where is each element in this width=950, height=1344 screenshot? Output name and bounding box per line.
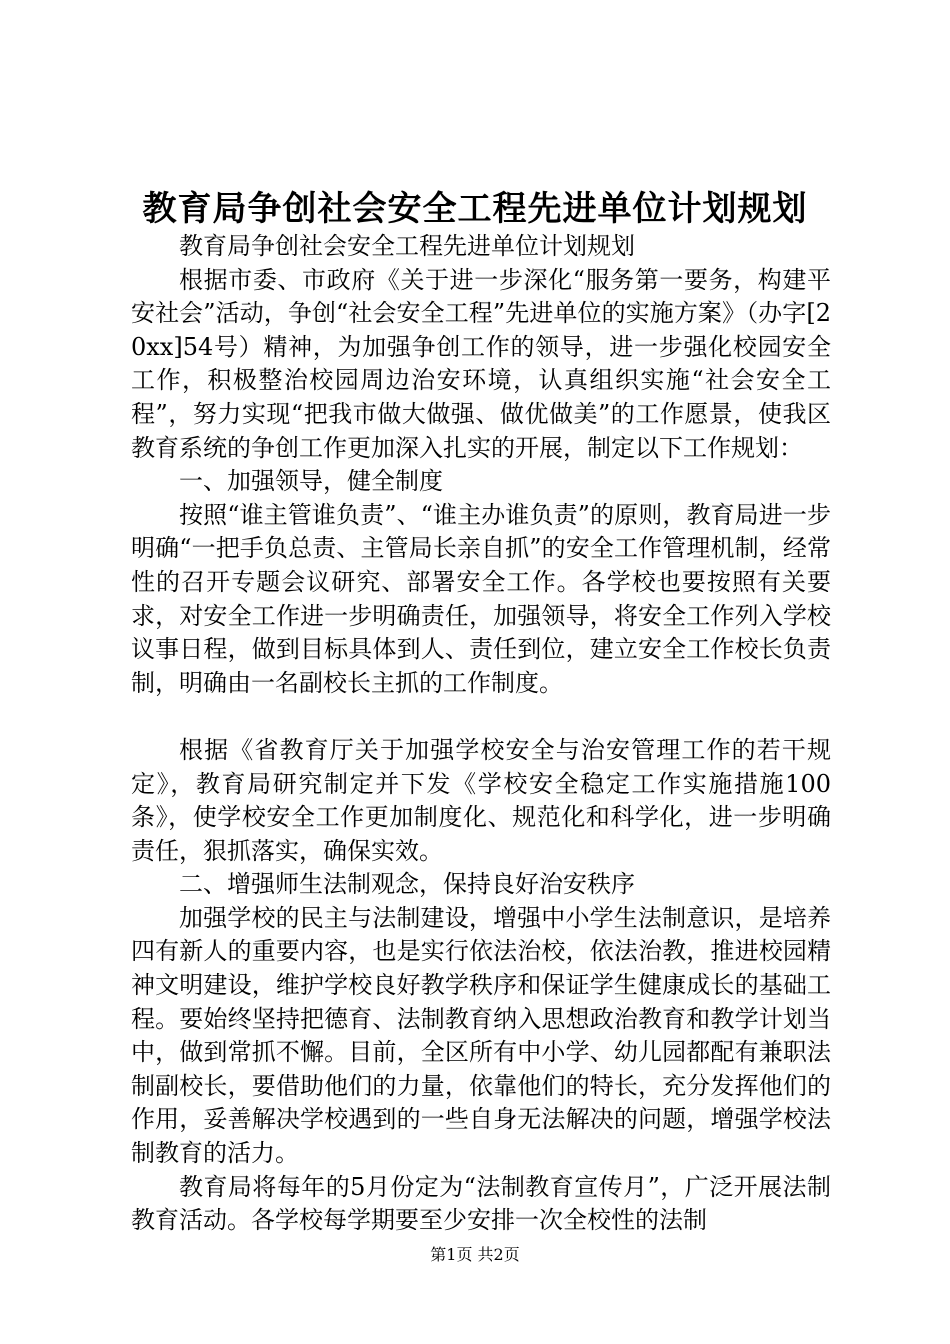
paragraph-section-2-b: 教育局将每年的5月份定为“法制教育宣传月”，广泛开展法制教育活动。各学校每学期要至少安排一次全校性的法制 <box>131 1172 831 1235</box>
section-heading-2: 二、增强师生法制观念，保持良好治安秩序 <box>179 870 635 899</box>
paragraph-intro: 根据市委、市政府《关于进一步深化“服务第一要务，构建平安社会”活动，争创“社会安全工程”先进单位的实施方案》（办字[20xx]54号）精神，为加强争创工作的领导，进一步强化校园安全工作，积极整治校园周边治安环境，认真组织实施“社会安全工程”，努力实现“把我市做大做强、做优做美”的工作愿景，使我区教育系统的争创工作更加深入扎实的开展，制定以下工作规划： <box>131 265 831 462</box>
document-title: 教育局争创社会安全工程先进单位计划规划 <box>142 189 808 229</box>
document-body <box>131 230 831 1238</box>
paragraph-section-1-b: 根据《省教育厅关于加强学校安全与治安管理工作的若干规定》，教育局研究制定并下发《学校安全稳定工作实施措施100条》，使学校安全工作更加制度化、规范化和科学化，进一步明确责任，狠抓落实，确保实效。 <box>131 735 831 865</box>
paragraph-spacer <box>131 700 831 734</box>
paragraph-section-1-a: 按照“谁主管谁负责”、“谁主办谁负责”的原则，教育局进一步明确“一把手负总责、主管局长亲自抓”的安全工作管理机制，经常性的召开专题会议研究、部署安全工作。各学校也要按照有关要求，对安全工作进一步明确责任，加强领导，将安全工作列入学校议事日程，做到目标具体到人、责任到位，建立安全工作校长负责制，明确由一名副校长主抓的工作制度。 <box>131 500 831 697</box>
page-footer: 第1页 共2页 <box>430 1245 520 1264</box>
paragraph-section-2-a: 加强学校的民主与法制建设，增强中小学生法制意识，是培养四有新人的重要内容，也是实行依法治校，依法治教，推进校园精神文明建设，维护学校良好教学秩序和保证学生健康成长的基础工程。要始终坚持把德育、法制教育纳入思想政治教育和教学计划当中，做到常抓不懈。目前，全区所有中小学、幼儿园都配有兼职法制副校长，要借助他们的力量，依靠他们的特长，充分发挥他们的作用，妥善解决学校遇到的一些自身无法解决的问题，增强学校法制教育的活力。 <box>131 903 831 1168</box>
section-heading-1: 一、加强领导，健全制度 <box>179 467 443 496</box>
paragraph-subtitle: 教育局争创社会安全工程先进单位计划规划 <box>179 232 635 260</box>
